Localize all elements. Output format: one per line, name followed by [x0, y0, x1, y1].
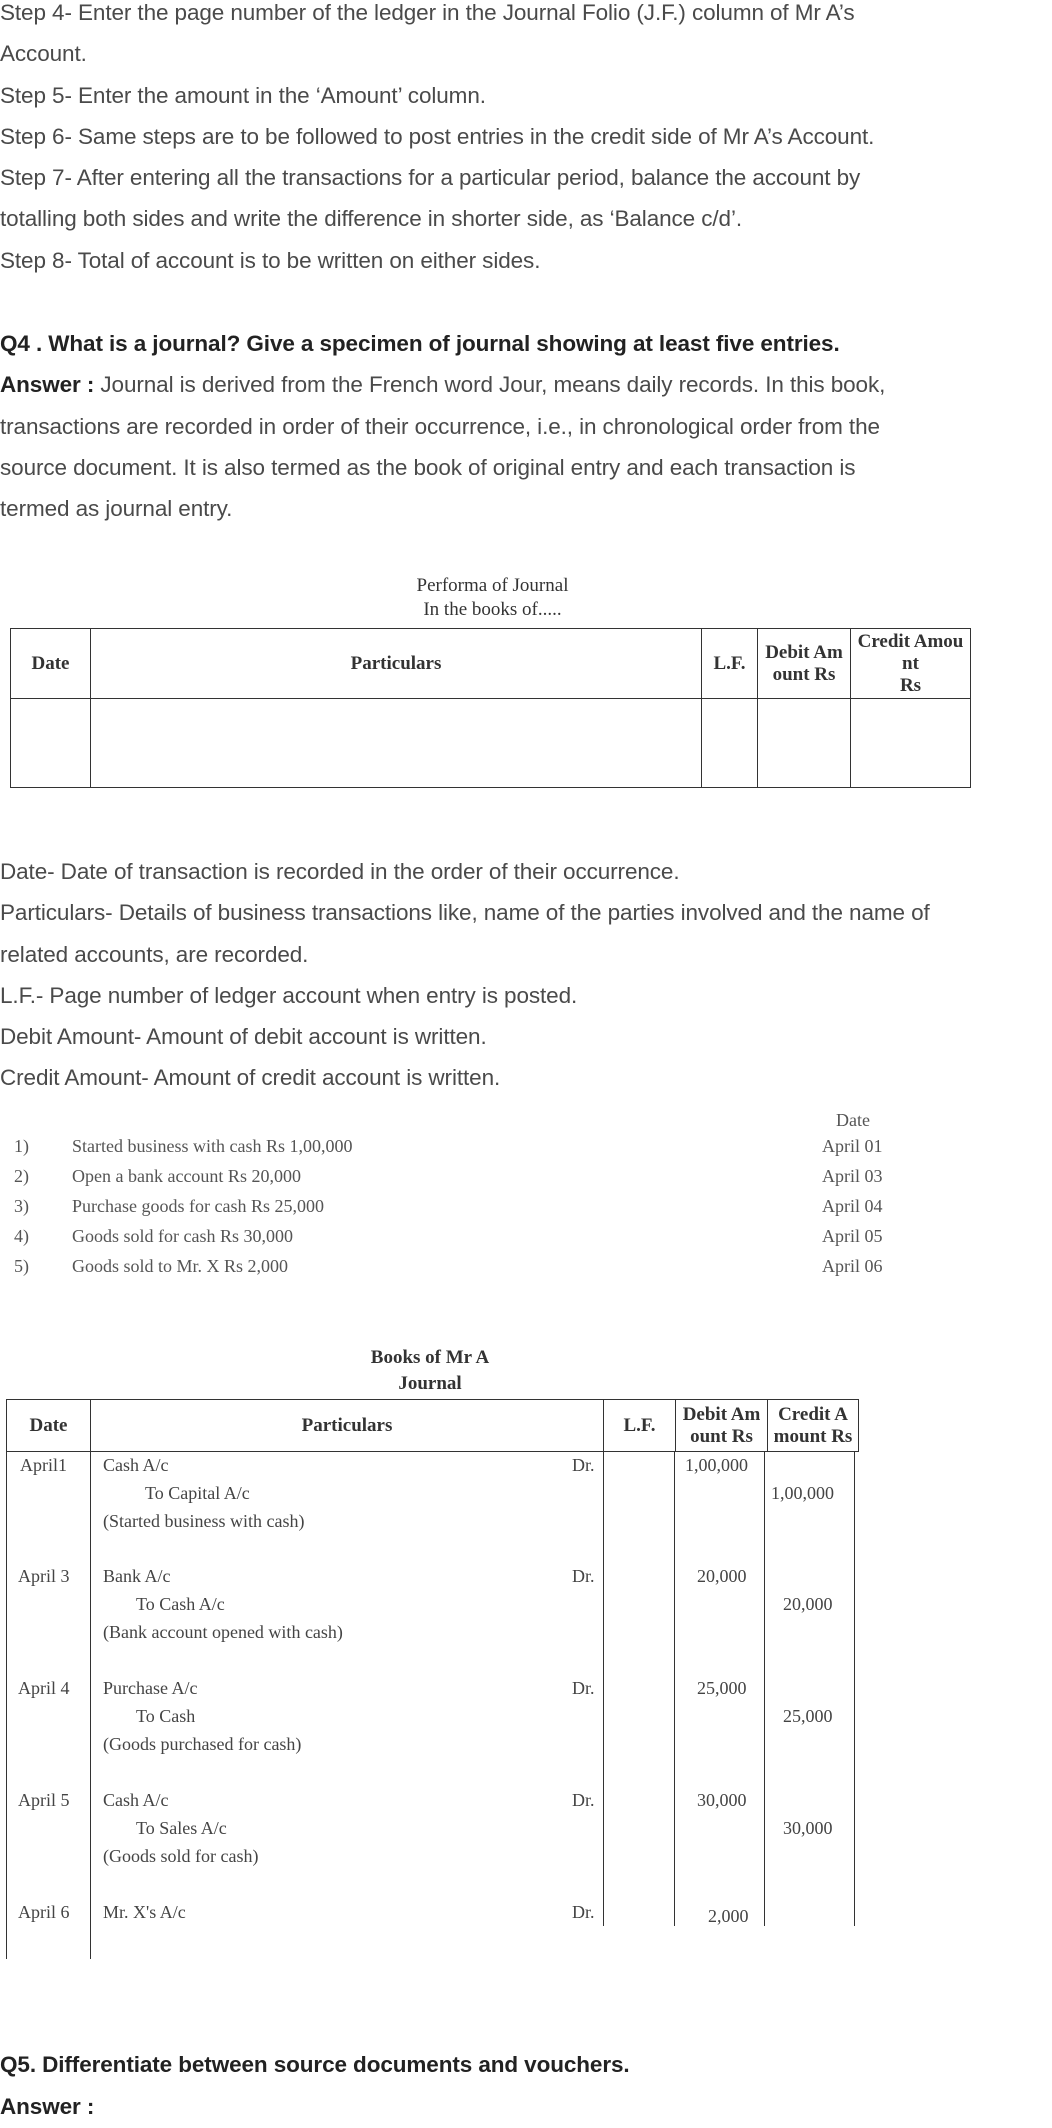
step-7-line-1: Step 7- After entering all the transactions for a particular period, balance the account by: [0, 165, 861, 190]
entry-dr: Dr.: [572, 1902, 595, 1922]
entry-credit-account: To Sales A/c: [136, 1818, 227, 1838]
q5-question: Q5. Differentiate between source documents and vouchers.: [0, 2052, 630, 2077]
entry-narration: (Goods purchased for cash): [103, 1734, 302, 1754]
journal-col-line: [603, 1451, 604, 1926]
step-5: Step 5- Enter the amount in the ‘Amount’ column.: [0, 83, 486, 108]
transactions-date-header: Date: [836, 1110, 870, 1130]
transaction-text: Purchase goods for cash Rs 25,000: [72, 1196, 324, 1216]
step-4-line-2: Account.: [0, 41, 87, 66]
step-6: Step 6- Same steps are to be followed to post entries in the credit side of Mr A’s Account.: [0, 124, 875, 149]
q4-answer-line-3: source document. It is also termed as the book of original entry and each transaction is: [0, 455, 856, 480]
entry-credit-amount: 20,000: [783, 1594, 833, 1614]
proforma-empty-row: [11, 699, 971, 788]
entry-date: April 4: [18, 1678, 70, 1698]
proforma-header-date: Date: [11, 629, 91, 699]
entry-debit-amount: 30,000: [697, 1790, 747, 1810]
entry-credit-amount: 1,00,000: [771, 1483, 834, 1503]
explain-date: Date- Date of transaction is recorded in the order of their occurrence.: [0, 859, 680, 884]
entry-debit-amount: 20,000: [697, 1566, 747, 1586]
explain-lf: L.F.- Page number of ledger account when entry is posted.: [0, 983, 578, 1008]
proforma-table: [10, 628, 971, 788]
entry-credit-amount: 30,000: [783, 1818, 833, 1838]
entry-debit-amount: 1,00,000: [685, 1455, 748, 1475]
transaction-text: Open a bank account Rs 20,000: [72, 1166, 301, 1186]
transaction-date: April 04: [822, 1196, 883, 1216]
entry-debit-account: Bank A/c: [103, 1566, 171, 1586]
journal-col-line: [6, 1451, 7, 1959]
entry-credit-amount: 25,000: [783, 1706, 833, 1726]
transaction-text: Goods sold to Mr. X Rs 2,000: [72, 1256, 289, 1276]
journal-header: [6, 1399, 859, 1452]
entry-narration: (Bank account opened with cash): [103, 1622, 343, 1642]
proforma-header-debit: Debit Am ount Rs: [758, 629, 851, 699]
entry-debit-amount: 25,000: [697, 1678, 747, 1698]
transaction-date: April 01: [822, 1136, 883, 1156]
entry-dr: Dr.: [572, 1678, 595, 1698]
journal-header-debit: Debit Am ount Rs: [676, 1400, 768, 1452]
proforma-header-particulars: Particulars: [91, 629, 702, 699]
entry-debit-account: Cash A/c: [103, 1455, 169, 1475]
transaction-text: Started business with cash Rs 1,00,000: [72, 1136, 353, 1156]
journal-header-lf: L.F.: [604, 1400, 676, 1452]
explain-particulars-2: related accounts, are recorded.: [0, 942, 309, 967]
entry-dr: Dr.: [572, 1455, 595, 1475]
q4-question: Q4 . What is a journal? Give a specimen of journal showing at least five entries.: [0, 331, 840, 356]
proforma-title: Performa of Journal In the books of.....: [416, 575, 569, 620]
journal-col-line: [764, 1451, 765, 1926]
explain-credit: Credit Amount- Amount of credit account is written.: [0, 1065, 501, 1090]
entry-credit-account: To Cash: [136, 1706, 196, 1726]
q4-answer-line-1: Answer : Journal is derived from the French word Jour, means daily records. In this book,: [0, 372, 886, 397]
q4-answer-line-2: transactions are recorded in order of their occurrence, i.e., in chronological order from the: [0, 414, 880, 439]
q4-answer-line-4: termed as journal entry.: [0, 496, 233, 521]
entry-credit-account: To Capital A/c: [145, 1483, 250, 1503]
journal-col-line: [674, 1451, 675, 1926]
q5-answer-label: Answer :: [0, 2094, 95, 2119]
transaction-date: April 05: [822, 1226, 883, 1246]
entry-credit-account: To Cash A/c: [136, 1594, 225, 1614]
transaction-text: Goods sold for cash Rs 30,000: [72, 1226, 293, 1246]
transaction-date: April 03: [822, 1166, 883, 1186]
journal-col-line: [90, 1451, 91, 1959]
entry-debit-account: Mr. X's A/c: [103, 1902, 186, 1922]
proforma-header-lf: L.F.: [702, 629, 758, 699]
step-7-line-2: totalling both sides and write the difference in shorter side, as ‘Balance c/d’.: [0, 206, 743, 231]
transaction-date: April 06: [822, 1256, 883, 1276]
proforma-header-credit: Credit Amou nt Rs: [851, 629, 971, 699]
entry-narration: (Goods sold for cash): [103, 1846, 259, 1866]
entry-debit-account: Purchase A/c: [103, 1678, 198, 1698]
journal-col-line: [854, 1451, 855, 1926]
answer-label: Answer :: [0, 372, 95, 397]
entry-date: April 5: [18, 1790, 70, 1810]
step-8: Step 8- Total of account is to be written on either sides.: [0, 248, 541, 273]
journal-title: Books of Mr A Journal: [370, 1347, 490, 1394]
entry-debit-amount: 2,000: [708, 1906, 749, 1926]
entry-debit-account: Cash A/c: [103, 1790, 169, 1810]
entry-dr: Dr.: [572, 1790, 595, 1810]
entry-date: April 6: [18, 1902, 70, 1922]
entry-date: April1: [20, 1455, 67, 1475]
journal-header-credit: Credit A mount Rs: [768, 1400, 859, 1452]
step-4-line-1: Step 4- Enter the page number of the ledger in the Journal Folio (J.F.) column of Mr A’s: [0, 0, 855, 25]
journal-header-date: Date: [7, 1400, 91, 1452]
entry-dr: Dr.: [572, 1566, 595, 1586]
journal-header-particulars: Particulars: [91, 1400, 604, 1452]
explain-debit: Debit Amount- Amount of debit account is written.: [0, 1024, 487, 1049]
explain-particulars-1: Particulars- Details of business transactions like, name of the parties involved and the name of: [0, 900, 930, 925]
entry-narration: (Started business with cash): [103, 1511, 305, 1531]
entry-date: April 3: [18, 1566, 70, 1586]
